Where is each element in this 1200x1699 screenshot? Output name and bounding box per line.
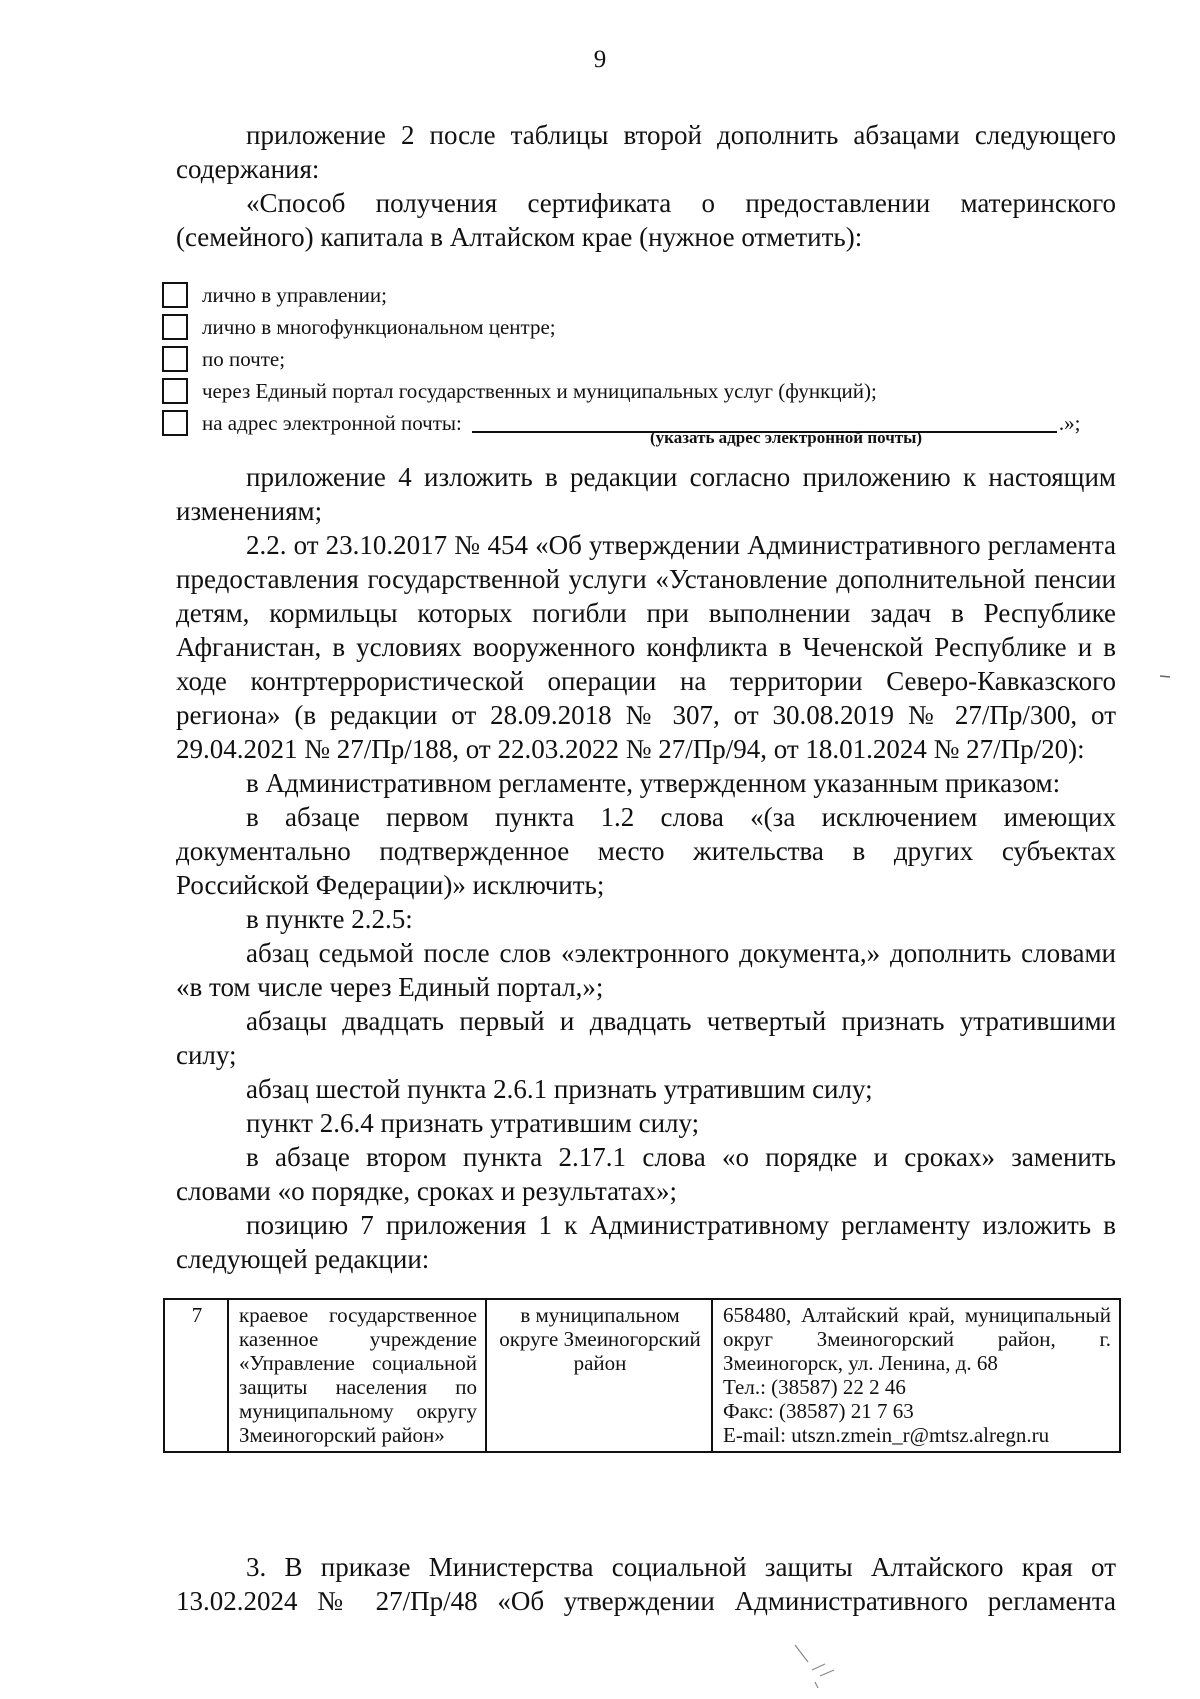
paragraph: пункт 2.6.4 признать утратившим силу;: [246, 1108, 700, 1138]
fax-line: Факс: (38587) 21 7 63: [723, 1399, 914, 1423]
delivery-method-checklist: [162, 279, 1122, 439]
table-row: [164, 1299, 1120, 1452]
intro-block: [176, 118, 1116, 254]
position-7-table: [163, 1298, 1121, 1453]
address-line: 658480, Алтайский край, муниципальный округ Змеиногорский район, г. Змеиногорск, ул. Ленина, д. 68: [723, 1303, 1111, 1375]
paragraph: приложение 4 изложить в редакции согласно приложению к настоящим изменениям;: [176, 462, 1116, 526]
scan-mark: [1158, 672, 1172, 680]
email-line: E-mail: utszn.zmein_r@mtsz.alregn.ru: [723, 1423, 1050, 1447]
email-suffix: .»;: [1058, 410, 1081, 435]
page-number: 9: [593, 46, 607, 73]
paragraph: абзацы двадцать первый и двадцать четвертый признать утратившими силу;: [176, 1006, 1116, 1070]
phone-line: Тел.: (38587) 22 2 46: [723, 1375, 906, 1399]
paragraph: абзац седьмой после слов «электронного документа,» дополнить словами «в том числе через Единый портал,»;: [176, 938, 1116, 1002]
paragraph: в абзаце втором пункта 2.17.1 слова «о порядке и сроках» заменить словами «о порядке, сроках и результатах»;: [176, 1142, 1116, 1206]
paragraph: «Способ получения сертификата о предоставлении материнского (семейного) капитала в Алтайском крае (нужное отметить):: [176, 188, 1116, 252]
paragraph: 2.2. от 23.10.2017 № 454 «Об утверждении Административного регламента предоставления государственной услуги «Установление дополнительной пенсии детям, кормильцы которых погибли при выполнении задач в Республике Афганистан, в условиях вооруженного конфликта в Чеченской Республике и в ходе контртеррористической операции на территории Северо-Кавказского региона» (в редакции от 28.09.2018 № 307, от 30.08.2019 № 27/Пр/300, от 29.04.2021 № 27/Пр/188, от 22.03.2022 № 27/Пр/94, от 18.01.2024 № 27/Пр/20):: [176, 530, 1116, 764]
scan-mark: [790, 1640, 850, 1690]
paragraph: приложение 2 после таблицы второй дополнить абзацами следующего содержания:: [176, 120, 1116, 184]
checkbox[interactable]: [162, 410, 188, 436]
checkbox[interactable]: [162, 378, 188, 404]
checklist-item: [162, 343, 1122, 375]
cell-contacts: [712, 1299, 1120, 1452]
checklist-label: по почте;: [202, 346, 286, 371]
cell-location: в муниципальном округе Змеиногорский район: [486, 1299, 712, 1452]
checklist-item: [162, 311, 1122, 343]
checkbox[interactable]: [162, 346, 188, 372]
checklist-item: [162, 279, 1122, 311]
checklist-item: [162, 375, 1122, 407]
checklist-label: лично в многофункциональном центре;: [202, 314, 556, 339]
checklist-label: лично в управлении;: [202, 282, 387, 307]
cell-number: 7: [164, 1299, 228, 1452]
cell-institution-name: краевое государственное казенное учреждение «Управление социальной защиты населения по муниципальному округу Змеиногорский район»: [228, 1299, 486, 1452]
paragraph: позицию 7 приложения 1 к Административному регламенту изложить в следующей редакции:: [176, 1210, 1116, 1274]
paragraph: 3. В приказе Министерства социальной защиты Алтайского края от 13.02.2024 № 27/Пр/48 «Об утверждении Административного регламента: [176, 1552, 1116, 1616]
checklist-label: на адрес электронной почты:: [202, 410, 462, 435]
checkbox[interactable]: [162, 282, 188, 308]
paragraph: в пункте 2.2.5:: [246, 904, 413, 934]
checkbox[interactable]: [162, 314, 188, 340]
paragraph: абзац шестой пункта 2.6.1 признать утратившим силу;: [246, 1074, 873, 1104]
checklist-label: через Единый портал государственных и муниципальных услуг (функций);: [202, 378, 877, 403]
main-text: [176, 460, 1116, 1276]
paragraph: в Административном регламенте, утвержденном указанным приказом:: [246, 768, 1061, 798]
paragraph: в абзаце первом пункта 1.2 слова «(за исключением имеющих документально подтвержденное место жительства в других субъектах Российской Федерации)» исключить;: [176, 802, 1116, 900]
section-3: [176, 1550, 1116, 1618]
email-hint: (указать адрес электронной почты): [650, 428, 923, 447]
checklist-item: [162, 407, 1122, 439]
